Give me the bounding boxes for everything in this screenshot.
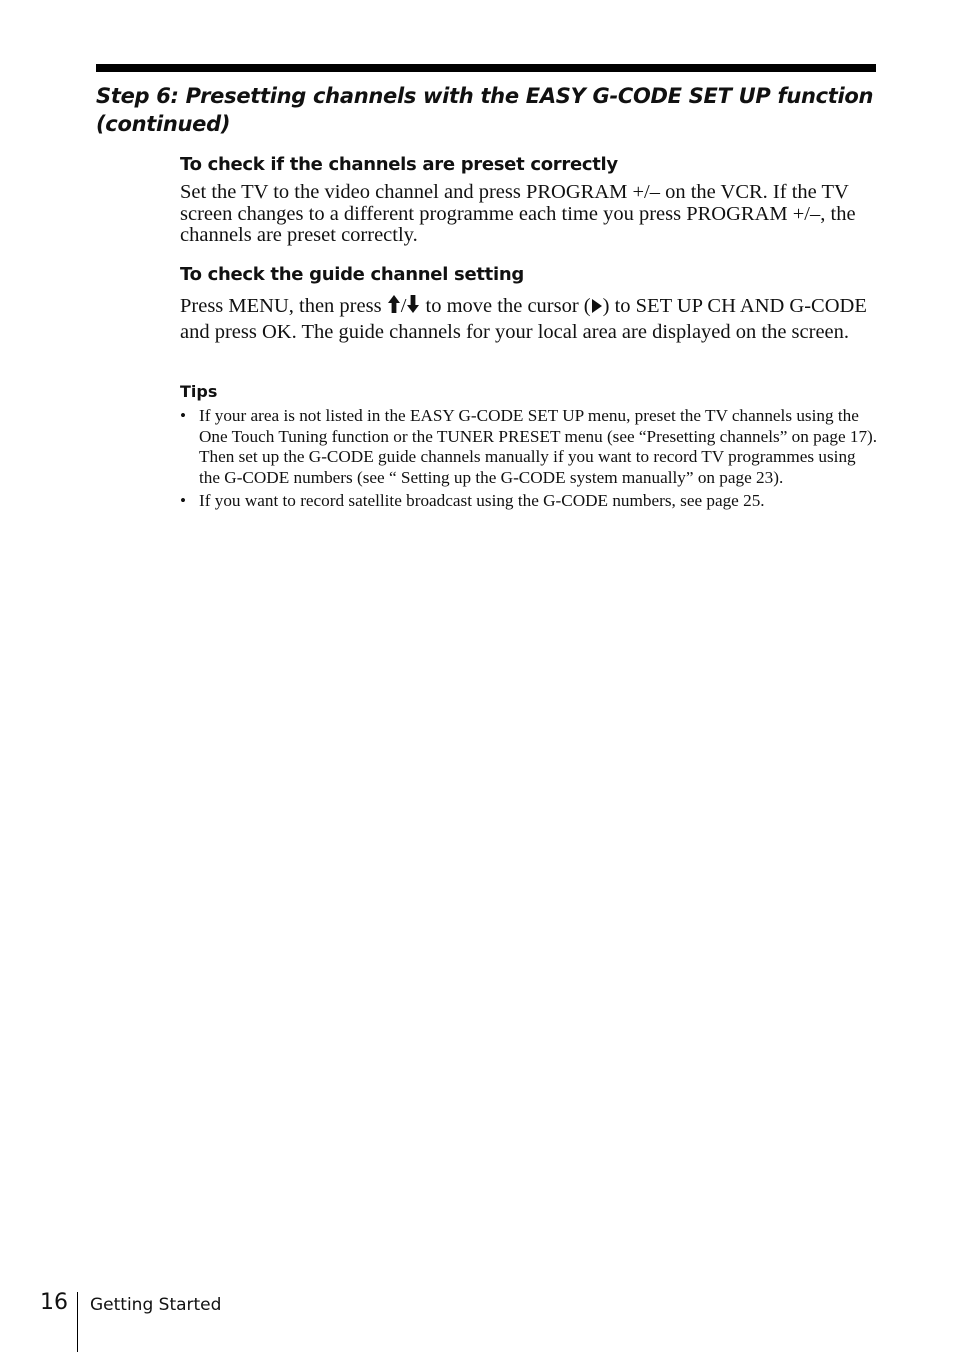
check-guide-text-b: to move the cursor ( (425, 295, 591, 317)
header-rule (96, 64, 876, 72)
arrow-up-icon (387, 294, 401, 320)
tip-item (180, 406, 880, 488)
check-guide-text-c: ) to SET UP CH AND G-CODE and press OK. The guide channels for your local area are displayed on the screen. (180, 295, 867, 343)
page-number: 16 (40, 1290, 68, 1315)
tip-item (180, 491, 880, 512)
check-preset-body: Set the TV to the video channel and press PROGRAM +/– on the VCR. If the TV screen changes to a different programme each time you press PROGRAM +/–, the channels are preset correctly. (180, 181, 856, 246)
check-guide-heading: To check the guide channel setting (180, 264, 524, 285)
arrow-separator: / (400, 295, 407, 317)
footer-divider (77, 1292, 78, 1352)
check-preset-heading: To check if the channels are preset correctly (180, 154, 618, 175)
check-guide-text-a: Press MENU, then press (180, 295, 382, 317)
section-check-guide (180, 264, 880, 344)
play-cursor-icon (591, 296, 603, 320)
tip-text: If your area is not listed in the EASY G-CODE SET UP menu, preset the TV channels using the One Touch Tuning function or the TUNER PRESET menu (see “Presetting channels” on page 17). Then set up the G-CODE guide channels manually if you want to record TV programmes using the G-CODE numbers (see “ Setting up the G-CODE system manually” on page 23). (199, 406, 878, 487)
tip-text: If you want to record satellite broadcast using the G-CODE numbers, see page 25. (199, 491, 765, 511)
bullet-icon: • (180, 406, 187, 425)
section-check-preset (180, 154, 880, 247)
check-guide-body (180, 294, 880, 344)
tips-list (180, 406, 880, 515)
tips-label: Tips (180, 382, 218, 401)
footer-section-name: Getting Started (90, 1295, 222, 1315)
arrow-down-icon (406, 294, 420, 320)
bullet-icon: • (180, 491, 187, 511)
page-title: Step 6: Presetting channels with the EASY G-CODE SET UP function (continued) (96, 84, 874, 136)
